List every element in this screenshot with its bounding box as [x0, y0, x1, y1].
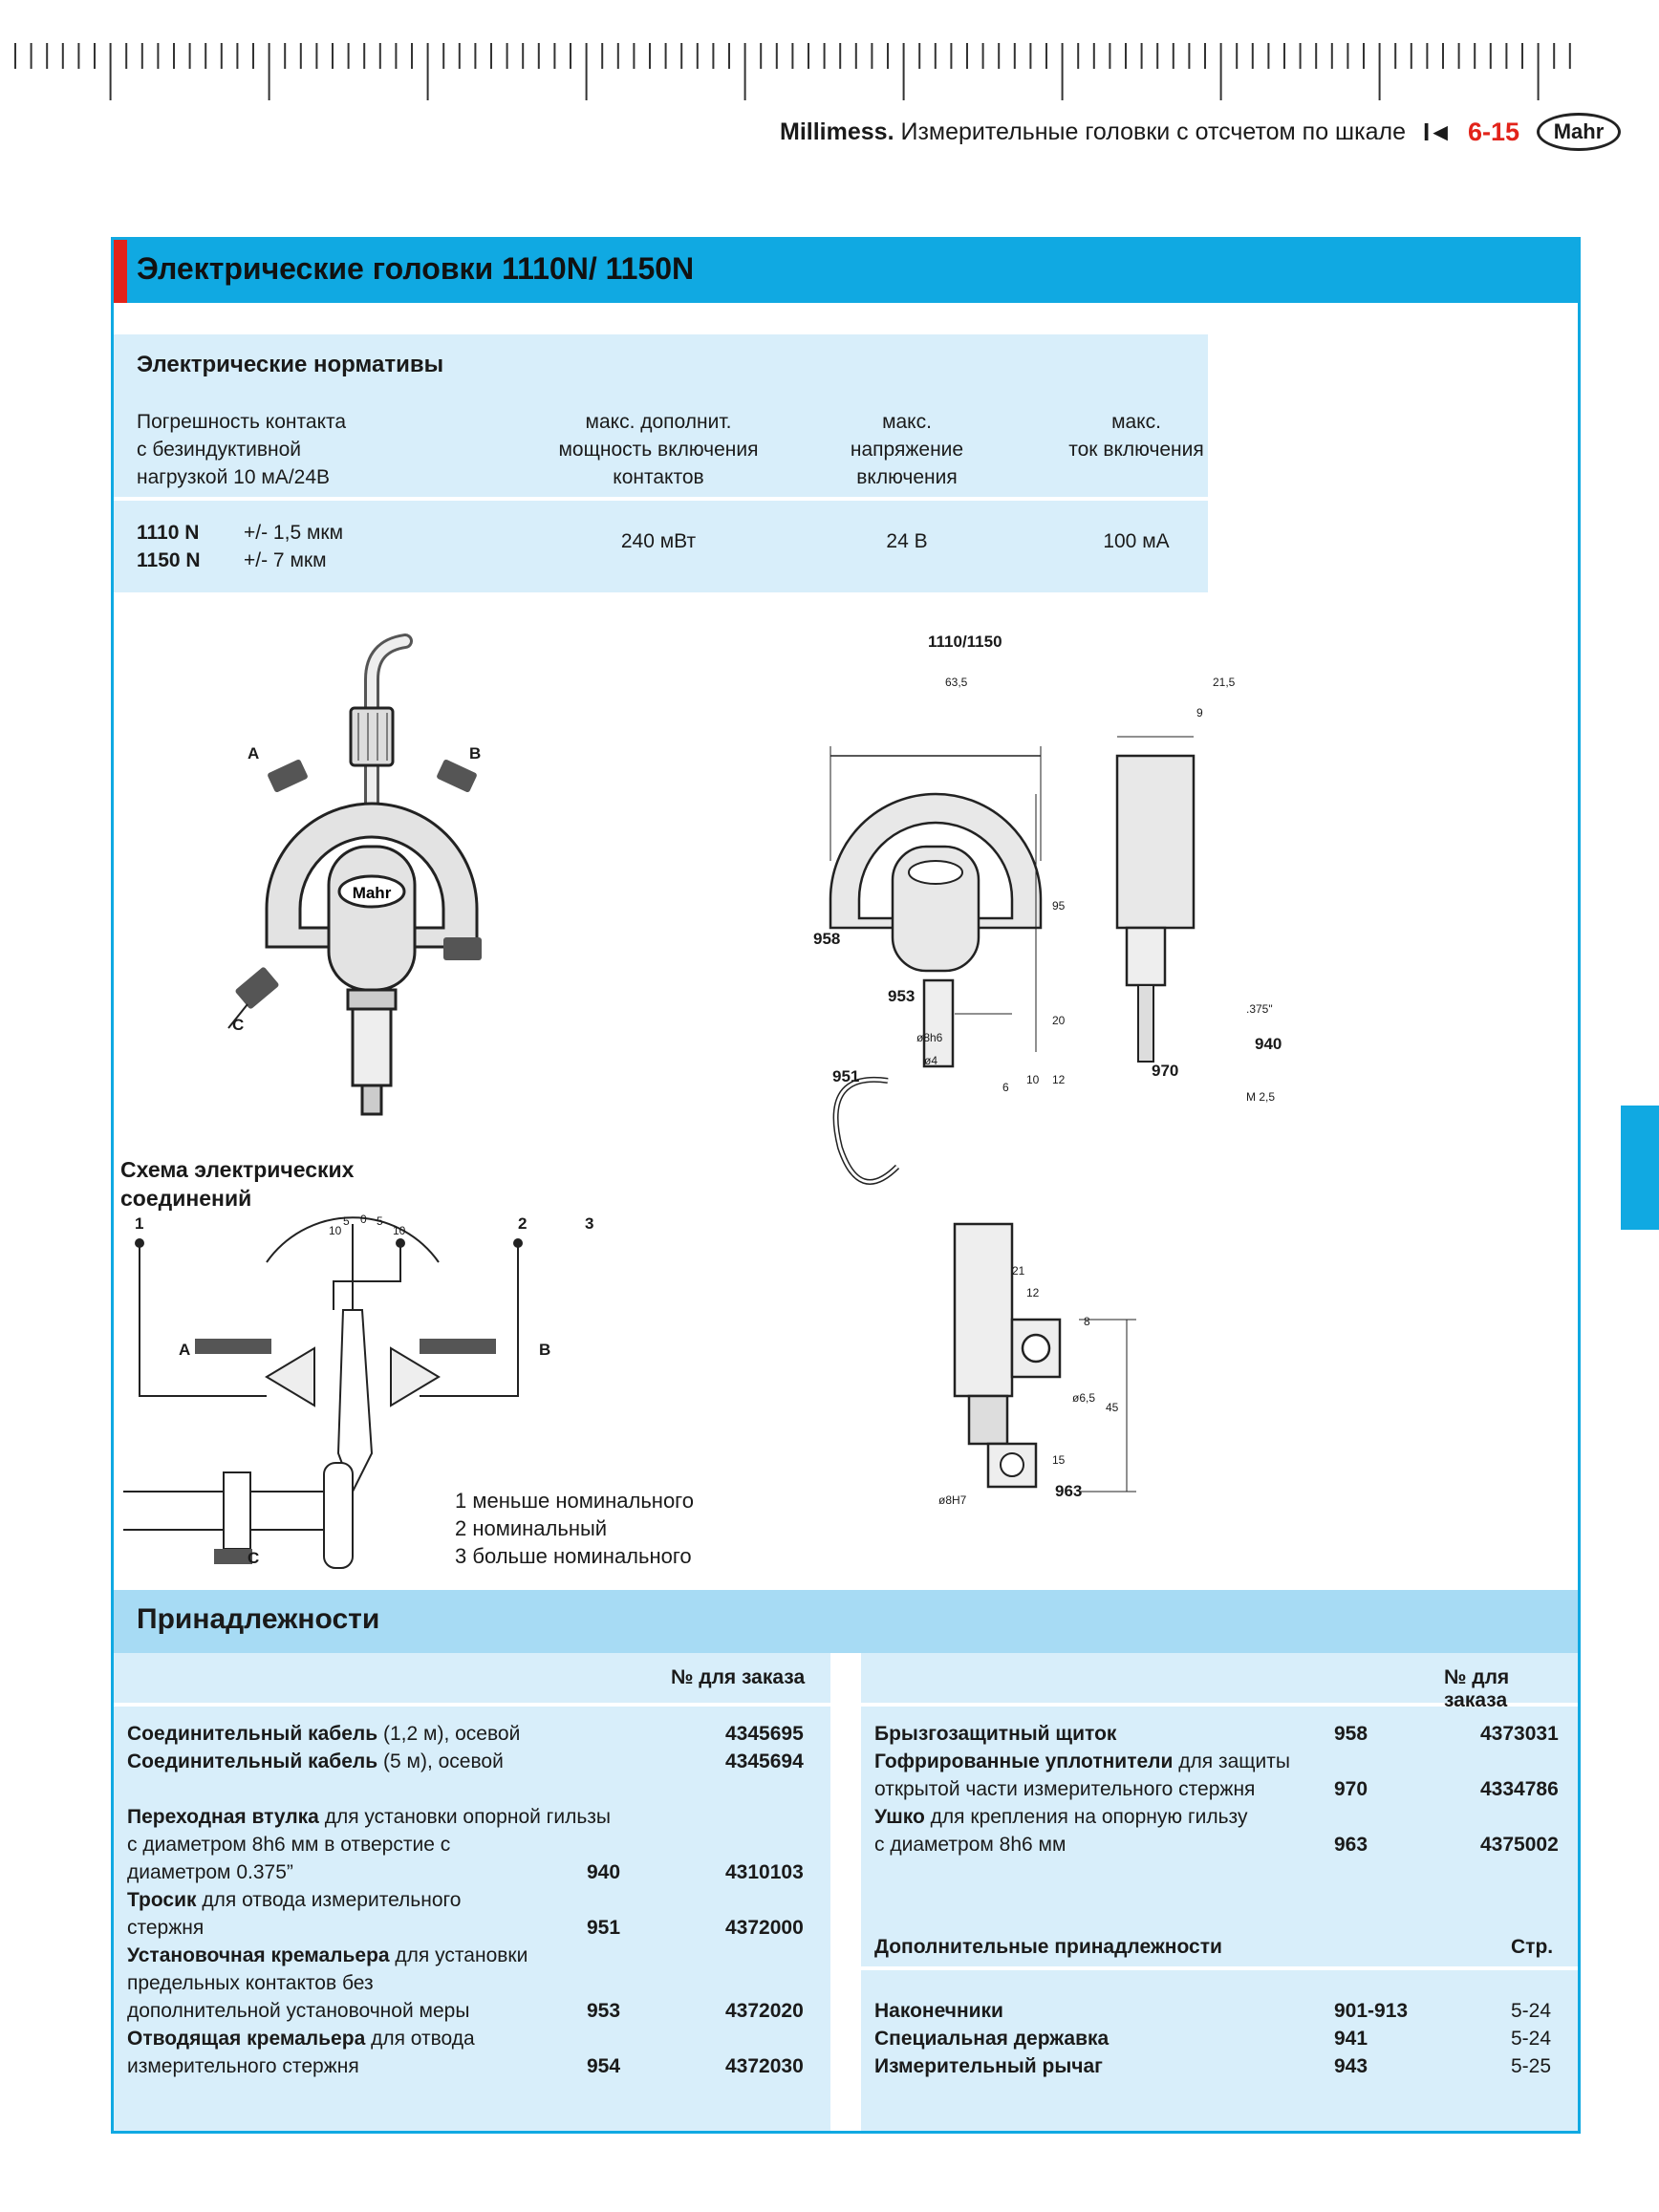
section-title: Электрические головки 1110N/ 1150N: [137, 251, 695, 286]
model-1110: 1110 N: [137, 522, 200, 544]
device-illustration: [209, 622, 649, 1195]
extra-item-code: 943: [1334, 2055, 1368, 2077]
acc-name: Гофрированные уплотнители: [874, 1750, 1174, 1772]
legend-item: 3 больше номинального: [455, 1544, 692, 1568]
acc-name: Ушко: [874, 1806, 925, 1828]
schema-title: [120, 1155, 354, 1213]
acc-desc: для защиты: [1173, 1750, 1290, 1772]
dim-45: 45: [1106, 1401, 1119, 1414]
acc-name: Соединительный кабель: [127, 1750, 378, 1772]
acc-order: 4375002: [1480, 1834, 1559, 1856]
acc-code: 958: [1334, 1723, 1368, 1745]
header-line: Погрешность контакта: [137, 411, 347, 433]
schema-letter-c: C: [248, 1549, 260, 1567]
acc-name: Брызгозащитный щиток: [874, 1723, 1117, 1745]
acc-desc: с диаметром 8h6 мм: [874, 1834, 1066, 1856]
model-1150: 1150 N: [137, 549, 201, 571]
acc-code: 954: [587, 2055, 621, 2077]
acc-order: 4373031: [1480, 1723, 1559, 1745]
acc-order: 4372030: [725, 2055, 804, 2077]
nav-arrow-icon[interactable]: I◄: [1422, 117, 1451, 146]
spec-power: 240 мВт: [620, 530, 697, 552]
part-958: 958: [813, 930, 841, 948]
acc-desc: открытой части измерительного стержня: [874, 1778, 1256, 1800]
device-logo-text: Mahr: [352, 884, 392, 902]
legend-item: 1 меньше номинального: [455, 1489, 694, 1513]
extra-header-label: Дополнительные принадлежности: [874, 1936, 1222, 1958]
dim-4: ø4: [924, 1054, 938, 1067]
dim-6-5: ø6,5: [1072, 1391, 1096, 1405]
part-970: 970: [1152, 1062, 1179, 1080]
scale-tick-5-left: 5: [343, 1214, 350, 1228]
mahr-logo: Mahr: [1537, 113, 1621, 151]
accessories-bar: [114, 1590, 1578, 1653]
accuracy-1150: +/- 7 мкм: [244, 549, 327, 571]
dim-m2-5: M 2,5: [1246, 1090, 1276, 1104]
dim-375: .375": [1246, 1002, 1273, 1016]
order-header-label: № для заказа: [1444, 1666, 1510, 1711]
spec-divider: [114, 497, 1208, 501]
page-ruler: [0, 0, 1659, 105]
accessories-left-panel: [114, 1653, 830, 2131]
acc-desc: (1,2 м), осевой: [377, 1723, 521, 1745]
header-line: включения: [856, 466, 958, 488]
acc-desc: для отвода: [365, 2028, 475, 2050]
spec-table: [114, 334, 1208, 592]
acc-desc: для отвода измерительного: [196, 1889, 462, 1911]
acc-code: 970: [1334, 1778, 1368, 1800]
extra-item-code: 901-913: [1334, 2000, 1409, 2022]
dim-9: 9: [1196, 706, 1203, 719]
dim-12: 12: [1052, 1073, 1066, 1086]
header-line: ток включения: [1068, 439, 1204, 461]
spec-col1-header: [137, 408, 346, 491]
section-titlebar: [114, 240, 1578, 303]
acc-code: 953: [587, 2000, 621, 2022]
header-line: мощность включения: [558, 439, 759, 461]
extra-item-name: Специальная державка: [874, 2028, 1110, 2050]
acc-cable-release: [127, 1886, 461, 1942]
extra-item-page[interactable]: 5-24: [1511, 2000, 1552, 2022]
accuracy-1110: +/- 1,5 мкм: [244, 522, 344, 544]
part-953: 953: [888, 987, 916, 1005]
schema-title-line: Схема электрических: [120, 1157, 355, 1182]
page-header: [780, 113, 1621, 151]
header-line: макс. дополнит.: [585, 411, 732, 433]
ruler-ticks: [0, 0, 1659, 105]
acc-name: Переходная втулка: [127, 1806, 319, 1828]
part-951: 951: [832, 1067, 860, 1085]
acc-setting-rack: [127, 1942, 528, 2025]
acc-desc: измерительного стержня: [127, 2055, 359, 2077]
left-order-header: [114, 1653, 830, 1707]
header-line: макс.: [1111, 411, 1161, 433]
spec-col4-header: [1031, 408, 1241, 463]
dim-21: 21: [1012, 1264, 1025, 1278]
spec-current: 100 мА: [1103, 530, 1170, 552]
page-number: 6-15: [1467, 117, 1519, 146]
acc-adapter: [127, 1803, 611, 1886]
schema-letter-a: A: [179, 1341, 191, 1359]
acc-desc: (5 м), осевой: [377, 1750, 504, 1772]
acc-splash-guard: [874, 1720, 1116, 1748]
acc-desc: диаметром 0.375”: [127, 1861, 293, 1883]
scale-tick-5-right: 5: [377, 1214, 383, 1228]
dim-20: 20: [1052, 1014, 1066, 1027]
acc-order: 4372020: [725, 2000, 804, 2022]
header-line: с безиндуктивной: [137, 439, 301, 461]
dim-95: 95: [1052, 899, 1066, 913]
header-text: Millimess. Измерительные головки с отсчетом по шкале: [780, 118, 1406, 145]
spec-models: [137, 519, 201, 574]
spec-voltage: 24 В: [886, 530, 928, 552]
header-line: нагрузкой 10 мА/24В: [137, 466, 331, 488]
order-header-label: № для заказа: [671, 1666, 806, 1688]
acc-code: 951: [587, 1917, 621, 1939]
device-label-a: A: [248, 744, 260, 762]
device-label-b: B: [469, 744, 482, 762]
acc-order: 4345694: [725, 1750, 804, 1772]
extra-item-page[interactable]: 5-25: [1511, 2055, 1552, 2077]
acc-cable-5: [127, 1748, 504, 1775]
spec-col2-header: [515, 408, 802, 491]
accessories-right-panel: [861, 1653, 1578, 2131]
schema-point-1: 1: [135, 1214, 144, 1233]
acc-name: Соединительный кабель: [127, 1723, 378, 1745]
header-line: макс.: [882, 411, 932, 433]
acc-desc: для крепления на опорную гильзу: [924, 1806, 1248, 1828]
product-frame: [111, 237, 1581, 2134]
header-line: контактов: [613, 466, 704, 488]
acc-eyelet: [874, 1803, 1247, 1858]
dim-15: 15: [1052, 1453, 1066, 1467]
title-marker: [114, 240, 127, 303]
dim-8h6: ø8h6: [916, 1031, 943, 1044]
tech-title: 1110/1150: [928, 633, 1002, 651]
acc-order: 4345695: [725, 1723, 804, 1745]
section-tab[interactable]: [1621, 1106, 1659, 1230]
device-label-c: C: [232, 1016, 245, 1034]
header-subtitle: Измерительные головки с отсчетом по шкале: [900, 118, 1406, 145]
dim-21-5: 21,5: [1213, 676, 1236, 689]
acc-desc: с диаметром 8h6 мм в отверстие с: [127, 1834, 451, 1856]
extra-item-name: Наконечники: [874, 2000, 1003, 2022]
acc-bellows: [874, 1748, 1290, 1803]
eyelet-drawing: [936, 1214, 1260, 1520]
acc-cable-1-2: [127, 1720, 520, 1748]
header-line: напряжение: [850, 439, 964, 461]
acc-name: Отводящая кремальера: [127, 2028, 366, 2050]
schema-legend: [455, 1487, 694, 1570]
extra-header-row: [861, 1926, 1578, 1970]
extra-item-name: Измерительный рычаг: [874, 2055, 1103, 2077]
acc-desc: для установки: [389, 1944, 528, 1966]
dim-8: 8: [1084, 1315, 1090, 1328]
acc-desc: дополнительной установочной меры: [127, 2000, 470, 2022]
acc-order: 4334786: [1480, 1778, 1559, 1800]
acc-name: Тросик: [127, 1889, 197, 1911]
dim-6: 6: [1002, 1081, 1009, 1094]
acc-desc: предельных контактов без: [127, 1972, 374, 1994]
acc-order: 4310103: [725, 1861, 804, 1883]
schema-point-3: 3: [585, 1214, 594, 1233]
right-order-header: [861, 1653, 1578, 1711]
part-963: 963: [1055, 1482, 1083, 1500]
spec-accuracy: [244, 519, 343, 574]
extra-item-code: 941: [1334, 2028, 1368, 2050]
schema-title-line: соединений: [120, 1186, 252, 1211]
dim-63-5: 63,5: [945, 676, 968, 689]
technical-drawing: [783, 670, 1413, 1205]
acc-name: Установочная кремальера: [127, 1944, 390, 1966]
acc-lift-rack: [127, 2025, 475, 2080]
extra-page-header: Стр.: [1511, 1936, 1554, 1958]
legend-item: 2 номинальный: [455, 1516, 608, 1540]
extra-item-page[interactable]: 5-24: [1511, 2028, 1552, 2050]
scale-tick-10-right: 10: [393, 1224, 406, 1237]
spec-col3-header: [811, 408, 1002, 491]
acc-order: 4372000: [725, 1917, 804, 1939]
schema-point-2: 2: [518, 1214, 528, 1233]
dim-8h7: ø8H7: [938, 1493, 967, 1507]
acc-desc: стержня: [127, 1917, 205, 1939]
scale-tick-10-left: 10: [329, 1224, 342, 1237]
dim-10: 10: [1026, 1073, 1040, 1086]
spec-title: Электрические нормативы: [137, 352, 444, 377]
acc-desc: для установки опорной гильзы: [318, 1806, 611, 1828]
dim-12b: 12: [1026, 1286, 1040, 1299]
part-940: 940: [1255, 1035, 1282, 1053]
scale-tick-0: 0: [360, 1213, 367, 1226]
acc-code: 963: [1334, 1834, 1368, 1856]
schema-letter-b: B: [539, 1341, 551, 1359]
acc-code: 940: [587, 1861, 621, 1883]
accessories-title: Принадлежности: [137, 1603, 380, 1635]
